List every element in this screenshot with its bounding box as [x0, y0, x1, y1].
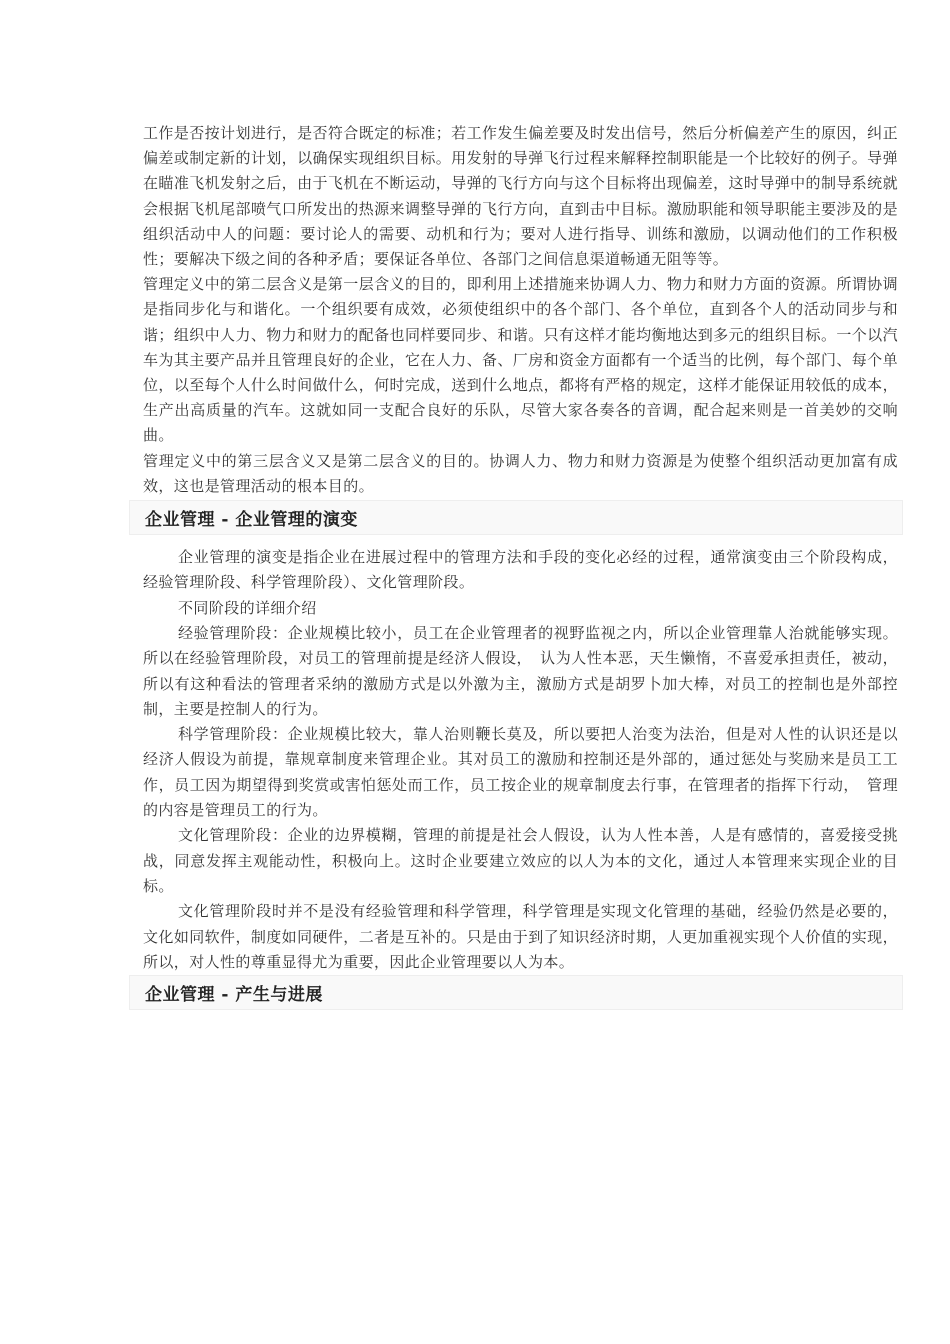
intro-paragraph-1: 工作是否按计划进行，是否符合既定的标准；若工作发生偏差要及时发出信号，然后分析偏差产生的原因，纠正偏差或制定新的计划，以确保实现组织目标。用发射的导弹飞行过程来解释控制职能是一个比较好的例子。导弹在瞄准飞机发射之后，由于飞机在不断运动，导弹的飞行方向与这个目标将出现偏差，这时导弹中的制导系统就会根据飞机尾部喷气口所发出的热源来调整导弹的飞行方向，直到击中目标。激励职能和领导职能主要涉及的是组织活动中人的问题：要讨论人的需要、动机和行为；要对人进行指导、训练和激励，以调动他们的工作积极性；要解决下级之间的各种矛盾；要保证各单位、各部门之间信息渠道畅通无阻等等。: [143, 124, 898, 269]
evolution-paragraph-1: 企业管理的演变是指企业在进展过程中的管理方法和手段的变化必经的过程，通常演变由三个阶段构成，经验管理阶段、科学管理阶段）、文化管理阶段。: [143, 548, 898, 592]
evolution-paragraph-summary: 文化管理阶段时并不是没有经验管理和科学管理，科学管理是实现文化管理的基础，经验仍然是必要的，文化如同软件，制度如同硬件，二者是互补的。只是由于到了知识经济时期，人更加重视实现个人价值的实现，所以，对人性的尊重显得尤为重要，因此企业管理要以人为本。: [143, 902, 898, 971]
section-evolution-body: [143, 545, 898, 975]
intro-paragraph-3: 管理定义中的第三层含义又是第二层含义的目的。协调人力、物力和财力资源是为使整个组织活动更加富有成效，这也是管理活动的根本目的。: [143, 451, 898, 495]
section-heading-evolution: 企业管理 - 企业管理的演变: [129, 500, 903, 535]
document-page: [143, 121, 898, 1010]
evolution-paragraph-experience: 经验管理阶段：企业规模比较小，员工在企业管理者的视野监视之内，所以企业管理靠人治就能够实现。所以在经验管理阶段，对员工的管理前提是经济人假设， 认为人性本恶，天生懒惰，不喜爱承担责任，被动，所以有这种看法的管理者采纳的激励方式是以外激为主，激励方式是胡罗卜加大棒，对员工的控制也是外部控制，主要是控制人的行为。: [143, 623, 898, 718]
intro-paragraph-2: 管理定义中的第二层含义是第一层含义的目的，即利用上述措施来协调人力、物力和财力方面的资源。所谓协调是指同步化与和谐化。一个组织要有成效，必须使组织中的各个部门、各个单位，直到各个人的活动同步与和谐；组织中人力、物力和财力的配备也同样要同步、和谐。只有这样才能均衡地达到多元的组织目标。一个以汽车为其主要产品并且管理良好的企业，它在人力、备、厂房和资金方面都有一个适当的比例，每个部门、每个单位，以至每个人什么时间做什么，何时完成，送到什么地点，都将有严格的规定，这样才能保证用较低的成本，生产出高质量的汽车。这就如同一支配合良好的乐队，尽管大家各奏各的音调，配合起来则是一首美妙的交响曲。: [143, 275, 898, 445]
evolution-paragraph-culture: 文化管理阶段：企业的边界模糊，管理的前提是社会人假设，认为人性本善，人是有感情的，喜爱接受挑战，同意发挥主观能动性，积极向上。这时企业要建立效应的以人为本的文化，通过人本管理来实现企业的目标。: [143, 826, 898, 895]
evolution-paragraph-science: 科学管理阶段：企业规模比较大，靠人治则鞭长莫及，所以要把人治变为法治，但是对人性的认识还是以经济人假设为前提，靠规章制度来管理企业。其对员工的激励和控制还是外部的，通过惩处与奖励来是员工工作，员工因为期望得到奖赏或害怕惩处而工作，员工按企业的规章制度去行事，在管理者的指挥下行动， 管理的内容是管理员工的行为。: [143, 725, 898, 820]
section-heading-origin: 企业管理 - 产生与进展: [129, 975, 903, 1010]
evolution-subheading: 不同阶段的详细介绍: [178, 598, 317, 617]
